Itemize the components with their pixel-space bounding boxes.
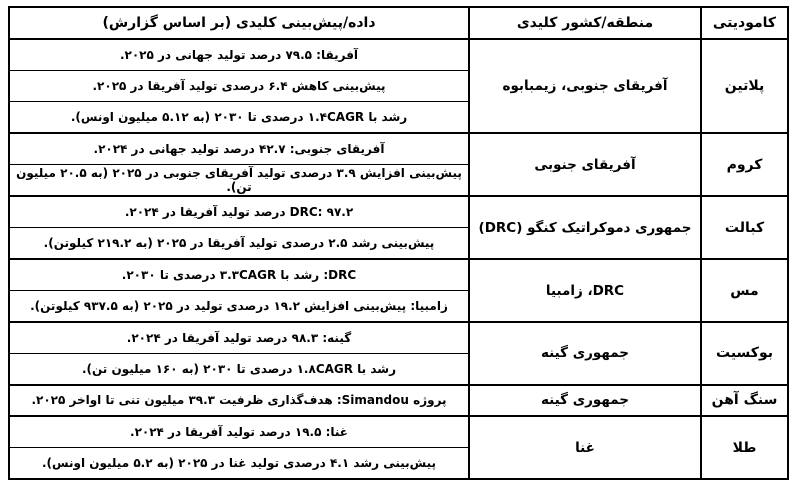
region-cell: آفریقای جنوبی (469, 133, 701, 196)
data-cell: پیش‌بینی کاهش ۶.۴ درصدی تولید آفریقا در ۲۰۲۵. (9, 70, 469, 101)
table-row (9, 416, 788, 447)
header-cell-data: داده/پیش‌بینی کلیدی (بر اساس گزارش) (9, 7, 469, 39)
commodity-cell: طلا (701, 416, 788, 479)
commodity-cell: مس (701, 259, 788, 322)
data-cell: رشد با ۱.۸CAGR درصدی تا ۲۰۳۰ (به ۱۶۰ میلیون تن). (9, 353, 469, 384)
data-cell: غنا: ۱۹.۵ درصد تولید آفریقا در ۲۰۲۴. (9, 416, 469, 447)
data-cell: DRC: رشد با ۳.۳CAGR درصدی تا ۲۰۳۰. (9, 259, 469, 290)
commodity-cell: کبالت (701, 196, 788, 259)
data-cell: پیش‌بینی رشد ۴.۱ درصدی تولید غنا در ۲۰۲۵ (به ۵.۲ میلیون اونس). (9, 448, 469, 479)
commodity-cell: سنگ آهن (701, 385, 788, 416)
region-cell: DRC، زامبیا (469, 259, 701, 322)
commodity-cell: کروم (701, 133, 788, 196)
commodity-cell: بوکسیت (701, 322, 788, 385)
data-cell: رشد با ۱.۴CAGR درصدی تا ۲۰۳۰ (به ۵.۱۲ میلیون اونس). (9, 102, 469, 133)
table-row (9, 133, 788, 164)
data-cell: DRC: ۹۷.۲ درصد تولید آفریقا در ۲۰۲۴. (9, 196, 469, 227)
table-row (9, 196, 788, 227)
table-row (9, 322, 788, 353)
region-cell: آفریقای جنوبی، زیمبابوه (469, 39, 701, 133)
commodity-cell: پلاتین (701, 39, 788, 133)
table-row (9, 39, 788, 70)
data-cell: زامبیا: پیش‌بینی افزایش ۱۹.۲ درصدی تولید در ۲۰۲۵ (به ۹۳۷.۵ کیلوتن). (9, 291, 469, 322)
table-row (9, 385, 788, 416)
region-cell: جمهوری گینه (469, 322, 701, 385)
region-cell: جمهوری گینه (469, 385, 701, 416)
data-cell: پروژه Simandou: هدف‌گذاری ظرفیت ۳۹.۳ میلیون تنی تا اواخر ۲۰۲۵. (9, 385, 469, 416)
data-cell: آفریقا: ۷۹.۵ درصد تولید جهانی در ۲۰۲۵. (9, 39, 469, 70)
header-cell-region: منطقه/کشور کلیدی (469, 7, 701, 39)
data-cell: پیش‌بینی افزایش ۳.۹ درصدی تولید آفریقای جنوبی در ۲۰۲۵ (به ۲۰.۵ میلیون تن). (9, 165, 469, 197)
table-row (9, 259, 788, 290)
data-cell: گینه: ۹۸.۳ درصد تولید آفریقا در ۲۰۲۴. (9, 322, 469, 353)
header-cell-commodity: کامودیتی (701, 7, 788, 39)
table-header-row (9, 7, 788, 39)
region-cell: جمهوری دموکراتیک کنگو (DRC) (469, 196, 701, 259)
key-minerals-table (8, 6, 789, 480)
data-cell: پیش‌بینی رشد ۲.۵ درصدی تولید آفریقا در ۲۰۲۵ (به ۲۱۹.۲ کیلوتن). (9, 228, 469, 259)
region-cell: غنا (469, 416, 701, 479)
data-cell: آفریقای جنوبی: ۴۲.۷ درصد تولید جهانی در ۲۰۲۴. (9, 133, 469, 164)
